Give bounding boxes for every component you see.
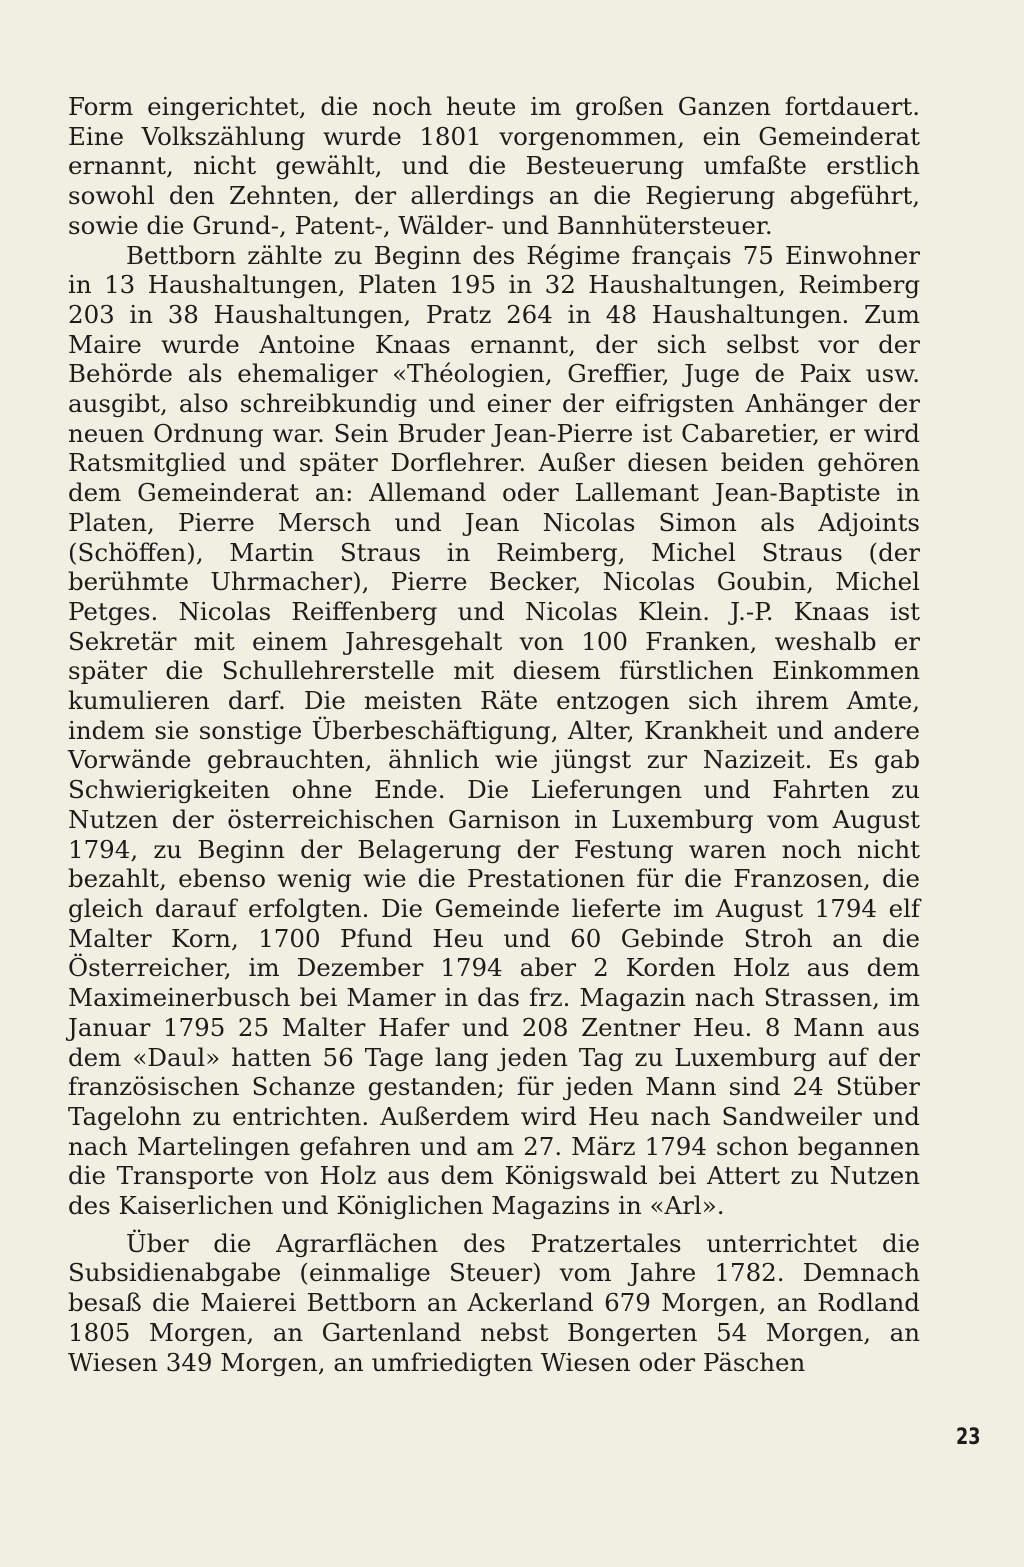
page-body	[68, 92, 920, 1377]
paragraph-bettborn: Bettborn zählte zu Beginn des Régime français 75 Einwohner in 13 Haushaltungen, Platen 195 in 32 Haushaltungen, Reimberg 203 in 38 Haushaltungen, Pratz 264 in 48 Haushaltungen. Zum Maire wurde Antoine Knaas ernannt, der sich selbst vor der Behörde als ehemaliger «Théologien, Greffier, Juge de Paix usw. ausgibt, also schreibkundig und einer der eifrigsten Anhänger der neuen Ordnung war. Sein Bruder Jean-Pierre ist Cabaretier, er wird Ratsmitglied und später Dorflehrer. Außer diesen beiden gehören dem Gemeinderat an: Allemand oder Lallemant Jean-Baptiste in Platen, Pierre Mersch und Jean Nicolas Simon als Adjoints (Schöffen), Martin Straus in Reimberg, Michel Straus (der berühmte Uhrmacher), Pierre Becker, Nicolas Goubin, Michel Petges. Nicolas Reiffenberg und Nicolas Klein. J.-P. Knaas ist Sekretär mit einem Jahresgehalt von 100 Franken, weshalb er später die Schullehrerstelle mit diesem fürstlichen Einkommen kumulieren darf. Die meisten Räte entzogen sich ihrem Amte, indem sie sonstige Überbeschäftigung, Alter, Krankheit und andere Vorwände gebrauchten, ähnlich wie jüngst zur Nazizeit. Es gab Schwierigkeiten ohne Ende. Die Lieferungen und Fahrten zu Nutzen der österreichischen Garnison in Luxemburg vom August 1794, zu Beginn der Belagerung der Festung waren noch nicht bezahlt, ebenso wenig wie die Prestationen für die Franzosen, die gleich darauf erfolgten. Die Gemeinde lieferte im August 1794 elf Malter Korn, 1700 Pfund Heu und 60 Gebinde Stroh an die Österreicher, im Dezember 1794 aber 2 Korden Holz aus dem Maximeinerbusch bei Mamer in das frz. Magazin nach Strassen, im Januar 1795 25 Malter Hafer und 208 Zentner Heu. 8 Mann aus dem «Daul» hatten 56 Tage lang jeden Tag zu Luxemburg auf der französischen Schanze gestanden; für jeden Mann sind 24 Stüber Tagelohn zu entrichten. Außerdem wird Heu nach Sandweiler und nach Martelingen gefahren und am 27. März 1794 schon begannen die Transporte von Holz aus dem Königswald bei Attert zu Nutzen des Kaiserlichen und Königlichen Magazins in «Arl».	[68, 240, 920, 1221]
paragraph-continuation: Form eingerichtet, die noch heute im großen Ganzen fortdauert. Eine Volkszählung wurde 1801 vorgenommen, ein Gemeinderat ernannt, nicht gewählt, und die Besteuerung umfaßte erstlich sowohl den Zehnten, der allerdings an die Regierung abgeführt, sowie die Grund-, Patent-, Wälder- und Bannhütersteuer.	[68, 92, 920, 240]
paragraph-agrarflaechen: Über die Agrarflächen des Pratzertales unterrichtet die Subsidienabgabe (einmalige Steuer) vom Jahre 1782. Demnach besaß die Maierei Bettborn an Ackerland 679 Morgen, an Rodland 1805 Morgen, an Gartenland nebst Bongerten 54 Morgen, an Wiesen 349 Morgen, an umfriedigten Wiesen oder Päschen	[68, 1228, 920, 1377]
page-number: 23	[956, 1425, 981, 1450]
